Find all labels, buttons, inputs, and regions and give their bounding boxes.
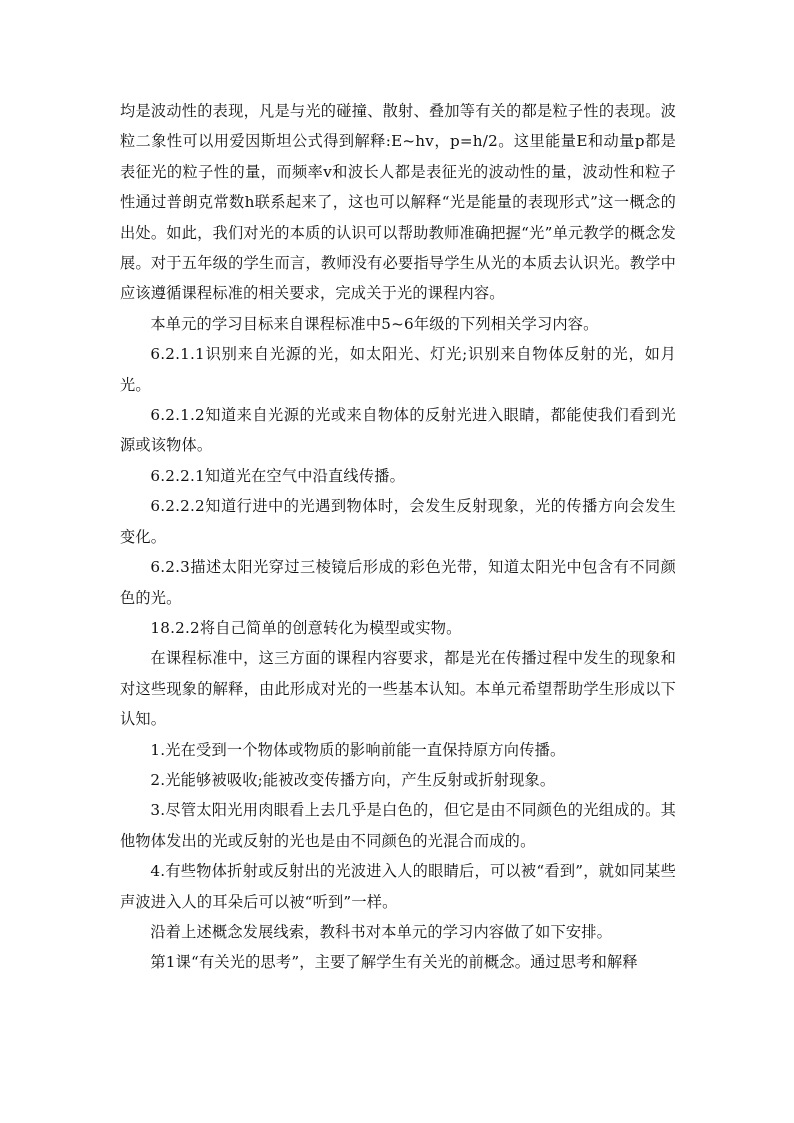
list-item: 1.光在受到一个物体或物质的影响前能一直保持原方向传播。	[150, 740, 566, 759]
paragraph: 6.2.1.1识别来自光源的光，如太阳光、灯光;识别来自物体反射的光，如月光。	[120, 345, 676, 394]
list-item: 4.有些物体折射或反射出的光波进入人的眼睛后，可以被“看到”，就如同某些声波进入人的耳朵后可以被“听到”一样。	[120, 862, 676, 911]
paragraph: 6.2.3描述太阳光穿过三棱镜后形成的彩色光带，知道太阳光中包含有不同颜色的光。	[120, 558, 676, 607]
paragraph: 沿着上述概念发展线索，教科书对本单元的学习内容做了如下安排。	[150, 922, 613, 941]
list-item: 3.尽管太阳光用肉眼看上去几乎是白色的，但它是由不同颜色的光组成的。其他物体发出的光或反射的光也是由不同颜色的光混合而成的。	[120, 801, 676, 850]
paragraph: 18.2.2将自己简单的创意转化为模型或实物。	[150, 618, 462, 637]
paragraph: 6.2.2.1知道光在空气中沿直线传播。	[150, 466, 405, 485]
paragraph: 在课程标准中，这三方面的课程内容要求，都是光在传播过程中发生的现象和对这些现象的解释，由此形成对光的一些基本认知。本单元希望帮助学生形成以下认知。	[120, 649, 676, 729]
list-item: 2.光能够被吸收;能被改变传播方向，产生反射或折射现象。	[150, 770, 556, 789]
paragraph: 6.2.2.2知道行进中的光遇到物体时，会发生反射现象，光的传播方向会发生变化。	[120, 497, 676, 546]
paragraph: 均是波动性的表现，凡是与光的碰撞、散射、叠加等有关的都是粒子性的表现。波粒二象性可以用爱因斯坦公式得到解释:E~hv，p=h/2。这里能量E和动量p都是表征光的粒子性的量，而频率v和波长人都是表征光的波动性的量，波动性和粒子性通过普朗克常数h联系起来了，这也可以解释“光是能量的表现形式”这一概念的出处。如此，我们对光的本质的认识可以帮助教师准确把握“光”单元教学的概念发展。对于五年级的学生而言，教师没有必要指导学生从光的本质去认识光。教学中应该遵循课程标准的相关要求，完成关于光的课程内容。	[120, 102, 676, 303]
paragraph: 本单元的学习目标来自课程标准中5~6年级的下列相关学习内容。	[150, 314, 599, 333]
document-page	[120, 96, 676, 978]
paragraph: 第1课“有关光的思考”，主要了解学生有关光的前概念。通过思考和解释	[150, 953, 638, 972]
paragraph: 6.2.1.2知道来自光源的光或来自物体的反射光进入眼睛，都能使我们看到光源或该物体。	[120, 406, 676, 455]
